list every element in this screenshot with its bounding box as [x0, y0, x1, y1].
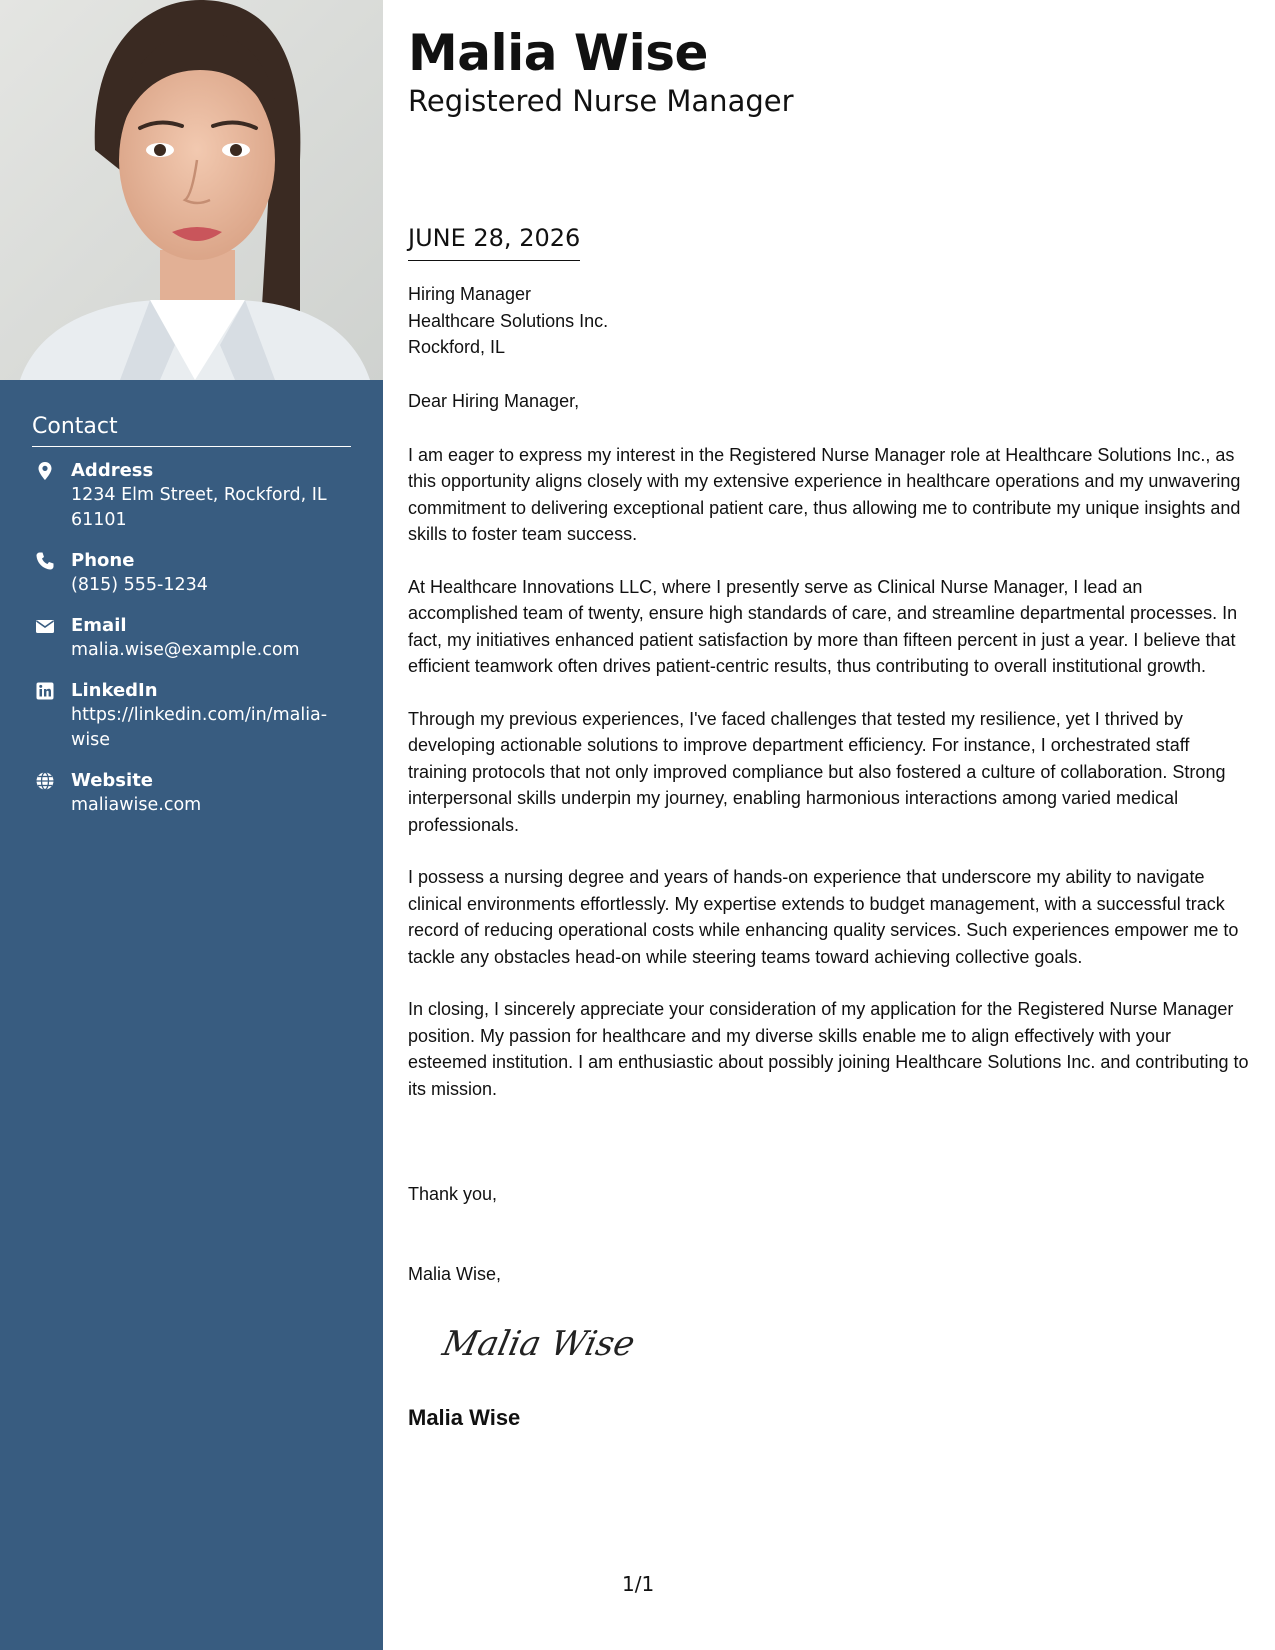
profile-photo	[0, 0, 383, 380]
phone-icon	[35, 551, 55, 571]
letter-paragraph: At Healthcare Innovations LLC, where I presently serve as Clinical Nurse Manager, I lead an accomplished team of twenty, ensure high standards of care, and streamline departmental processes. In fact, my initiatives enhanced patient satisfaction by more than fifteen percent in just a year. I believe that efficient teamwork often drives patient-centric results, thus contributing to overall institutional growth.	[408, 576, 1238, 676]
greeting: Dear Hiring Manager,	[408, 391, 580, 411]
contact-item-linkedin	[32, 679, 351, 753]
page-number: 1/1	[622, 1572, 655, 1596]
printed-name: Malia Wise	[408, 1405, 521, 1430]
recipient-line: Hiring Manager	[408, 284, 532, 304]
globe-icon	[35, 771, 55, 791]
letter-body	[408, 388, 1253, 1128]
contact-label: LinkedIn	[71, 680, 158, 701]
letter-paragraph: I am eager to express my interest in the Registered Nurse Manager role at Healthcare Solutions Inc., as this opportunity aligns closely with my extensive experience in healthcare operations and my unwavering commitment to delivering exceptional patient care, thus allowing me to contribute my unique insights and skills to foster team success.	[408, 444, 1241, 544]
contact-item-email	[32, 614, 351, 663]
letter-paragraph: I possess a nursing degree and years of hands-on experience that underscore my ability to navigate clinical environments effortlessly. My expertise extends to budget management, with a successful track record of reducing operational costs while enhancing quality services. Such experiences empower me to tackle any obstacles head-on while steering teams toward achieving collective goals.	[408, 867, 1239, 967]
letter-date: JUNE 28, 2026	[408, 222, 580, 261]
address-value: 1234 Elm Street, Rockford, IL 61101	[71, 485, 327, 530]
contact-section	[32, 413, 351, 834]
contact-title: Contact	[32, 413, 351, 447]
contact-item-website	[32, 769, 351, 818]
envelope-icon	[35, 616, 55, 636]
contact-item-address	[32, 459, 351, 533]
sign-off-name: Malia Wise,	[408, 1264, 502, 1284]
applicant-name: Malia Wise	[408, 24, 708, 82]
applicant-role: Registered Nurse Manager	[408, 84, 794, 118]
phone-value[interactable]: (815) 555-1234	[71, 575, 208, 595]
contact-label: Email	[71, 615, 127, 636]
linkedin-value[interactable]: https://linkedin.com/in/malia-wise	[71, 705, 328, 750]
website-value[interactable]: maliawise.com	[71, 795, 202, 815]
recipient-line: Healthcare Solutions Inc.	[408, 310, 609, 331]
contact-item-phone	[32, 549, 351, 598]
contact-label: Phone	[71, 550, 135, 571]
linkedin-icon	[35, 681, 55, 701]
letter-paragraph: Through my previous experiences, I've faced challenges that tested my resilience, yet I thrived by developing actionable solutions to improve department efficiency. For instance, I orchestrated staff training protocols that not only improved compliance but also fostered a culture of collaboration. Strong interpersonal skills underpin my journey, enabling harmonious interactions among varied medical professionals.	[408, 708, 1226, 835]
recipient-line: Rockford, IL	[408, 337, 506, 357]
contact-label: Website	[71, 770, 154, 791]
sidebar	[0, 0, 383, 1650]
recipient-block	[408, 281, 608, 361]
signature-glyphs: Malia Wise	[439, 1324, 639, 1364]
location-pin-icon	[35, 461, 55, 481]
letter-paragraph: In closing, I sincerely appreciate your consideration of my application for the Registered Nurse Manager position. My passion for healthcare and my diverse skills enable me to align effectively with your esteemed institution. I am enthusiastic about possibly joining Healthcare Solutions Inc. and contributing to its mission.	[408, 999, 1249, 1099]
contact-label: Address	[71, 460, 154, 481]
handwritten-signature	[438, 1313, 658, 1373]
email-value[interactable]: malia.wise@example.com	[71, 640, 300, 660]
closing: Thank you,	[408, 1184, 498, 1204]
